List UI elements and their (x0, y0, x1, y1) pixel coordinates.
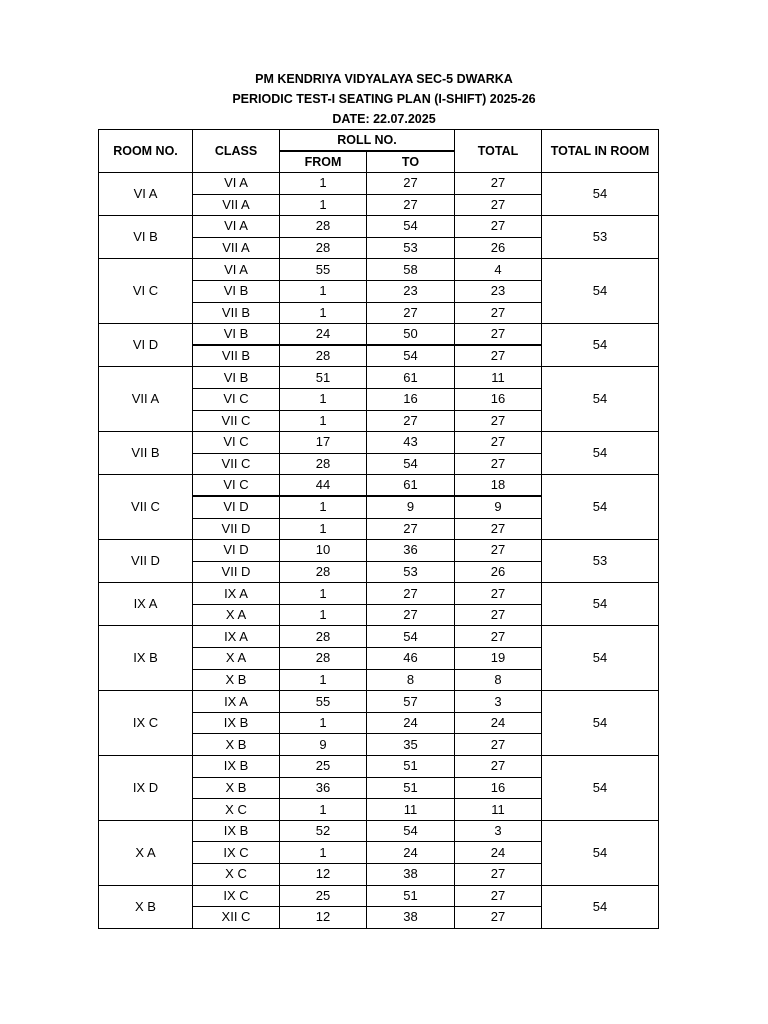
class-total-cell: 19 (455, 648, 542, 670)
room-total-cell: 54 (542, 626, 659, 691)
table-row (99, 432, 659, 454)
roll-to-cell: 27 (367, 173, 455, 195)
class-cell: IX B (193, 820, 280, 842)
header-roll-no: ROLL NO. (280, 130, 455, 152)
roll-to-cell: 27 (367, 604, 455, 626)
class-cell: X A (193, 648, 280, 670)
roll-to-cell: 24 (367, 712, 455, 734)
roll-from-cell: 28 (280, 237, 367, 259)
roll-to-cell: 58 (367, 259, 455, 281)
header-total-in-room: TOTAL IN ROOM (542, 130, 659, 173)
roll-from-cell: 9 (280, 734, 367, 756)
roll-to-cell: 27 (367, 583, 455, 605)
class-total-cell: 27 (455, 583, 542, 605)
roll-to-cell: 50 (367, 324, 455, 346)
room-number-cell: VII A (99, 367, 193, 432)
header-room-no: ROOM NO. (99, 130, 193, 173)
room-number-cell: VI D (99, 324, 193, 367)
header-class: CLASS (193, 130, 280, 173)
seating-plan-table (98, 129, 659, 929)
table-row (99, 475, 659, 497)
roll-from-cell: 28 (280, 453, 367, 475)
class-cell: VII D (193, 518, 280, 540)
roll-from-cell: 1 (280, 604, 367, 626)
roll-from-cell: 10 (280, 540, 367, 562)
class-total-cell: 11 (455, 799, 542, 821)
class-total-cell: 27 (455, 604, 542, 626)
class-cell: VI C (193, 388, 280, 410)
class-cell: IX B (193, 756, 280, 778)
roll-from-cell: 12 (280, 864, 367, 886)
roll-to-cell: 51 (367, 885, 455, 907)
class-total-cell: 27 (455, 540, 542, 562)
class-cell: IX A (193, 583, 280, 605)
roll-to-cell: 27 (367, 302, 455, 324)
plan-date: DATE: 22.07.2025 (332, 112, 436, 126)
room-number-cell: X B (99, 885, 193, 928)
roll-to-cell: 53 (367, 561, 455, 583)
roll-to-cell: 43 (367, 432, 455, 454)
class-total-cell: 27 (455, 907, 542, 929)
class-cell: VI B (193, 280, 280, 302)
class-cell: VII B (193, 345, 280, 367)
roll-from-cell: 44 (280, 475, 367, 497)
roll-from-cell: 1 (280, 388, 367, 410)
header-total: TOTAL (455, 130, 542, 173)
table-row (99, 540, 659, 562)
table-row (99, 324, 659, 346)
roll-to-cell: 36 (367, 540, 455, 562)
class-total-cell: 27 (455, 885, 542, 907)
class-total-cell: 27 (455, 864, 542, 886)
class-total-cell: 16 (455, 388, 542, 410)
class-total-cell: 27 (455, 324, 542, 346)
class-cell: IX B (193, 712, 280, 734)
class-cell: VI A (193, 173, 280, 195)
roll-to-cell: 54 (367, 216, 455, 238)
roll-to-cell: 35 (367, 734, 455, 756)
class-cell: IX C (193, 842, 280, 864)
room-number-cell: IX A (99, 583, 193, 626)
school-name: PM KENDRIYA VIDYALAYA SEC-5 DWARKA (255, 72, 513, 86)
room-total-cell: 53 (542, 540, 659, 583)
roll-to-cell: 61 (367, 475, 455, 497)
class-total-cell: 27 (455, 453, 542, 475)
class-total-cell: 23 (455, 280, 542, 302)
room-total-cell: 54 (542, 756, 659, 821)
class-cell: X B (193, 734, 280, 756)
roll-to-cell: 53 (367, 237, 455, 259)
roll-from-cell: 52 (280, 820, 367, 842)
roll-from-cell: 1 (280, 302, 367, 324)
roll-from-cell: 24 (280, 324, 367, 346)
roll-from-cell: 1 (280, 518, 367, 540)
room-total-cell: 54 (542, 885, 659, 928)
class-cell: VII A (193, 194, 280, 216)
class-total-cell: 4 (455, 259, 542, 281)
roll-to-cell: 23 (367, 280, 455, 302)
roll-to-cell: 16 (367, 388, 455, 410)
class-cell: XII C (193, 907, 280, 929)
roll-to-cell: 54 (367, 453, 455, 475)
table-row (99, 691, 659, 713)
room-total-cell: 54 (542, 259, 659, 324)
room-total-cell: 54 (542, 475, 659, 540)
room-total-cell: 54 (542, 324, 659, 367)
class-total-cell: 27 (455, 194, 542, 216)
class-cell: X B (193, 669, 280, 691)
room-number-cell: VI C (99, 259, 193, 324)
roll-from-cell: 25 (280, 756, 367, 778)
room-number-cell: VII D (99, 540, 193, 583)
class-total-cell: 8 (455, 669, 542, 691)
class-total-cell: 16 (455, 777, 542, 799)
roll-to-cell: 27 (367, 410, 455, 432)
table-row (99, 885, 659, 907)
room-number-cell: VII B (99, 432, 193, 475)
roll-to-cell: 57 (367, 691, 455, 713)
class-cell: VI A (193, 216, 280, 238)
room-total-cell: 54 (542, 583, 659, 626)
table-row (99, 626, 659, 648)
roll-from-cell: 1 (280, 842, 367, 864)
roll-from-cell: 36 (280, 777, 367, 799)
class-total-cell: 27 (455, 518, 542, 540)
roll-to-cell: 27 (367, 518, 455, 540)
room-number-cell: IX C (99, 691, 193, 756)
class-total-cell: 27 (455, 626, 542, 648)
header-from: FROM (280, 151, 367, 173)
roll-from-cell: 25 (280, 885, 367, 907)
roll-to-cell: 38 (367, 864, 455, 886)
roll-from-cell: 17 (280, 432, 367, 454)
table-row (99, 367, 659, 389)
class-cell: X C (193, 864, 280, 886)
roll-from-cell: 28 (280, 648, 367, 670)
class-cell: VI D (193, 540, 280, 562)
table-row (99, 583, 659, 605)
class-cell: IX C (193, 885, 280, 907)
roll-from-cell: 1 (280, 799, 367, 821)
roll-to-cell: 54 (367, 345, 455, 367)
class-total-cell: 27 (455, 216, 542, 238)
roll-from-cell: 1 (280, 410, 367, 432)
roll-to-cell: 9 (367, 496, 455, 518)
table-body (99, 173, 659, 929)
class-cell: VII C (193, 410, 280, 432)
class-total-cell: 27 (455, 173, 542, 195)
room-total-cell: 54 (542, 432, 659, 475)
roll-to-cell: 27 (367, 194, 455, 216)
roll-from-cell: 1 (280, 194, 367, 216)
roll-from-cell: 1 (280, 496, 367, 518)
class-cell: VII A (193, 237, 280, 259)
roll-to-cell: 8 (367, 669, 455, 691)
roll-from-cell: 1 (280, 173, 367, 195)
class-cell: X C (193, 799, 280, 821)
roll-from-cell: 28 (280, 216, 367, 238)
roll-from-cell: 55 (280, 691, 367, 713)
table-row (99, 173, 659, 195)
roll-from-cell: 1 (280, 669, 367, 691)
table-row (99, 259, 659, 281)
room-number-cell: VI A (99, 173, 193, 216)
class-total-cell: 26 (455, 237, 542, 259)
class-cell: VI B (193, 324, 280, 346)
class-total-cell: 27 (455, 432, 542, 454)
room-total-cell: 53 (542, 216, 659, 259)
roll-to-cell: 46 (367, 648, 455, 670)
class-cell: VII D (193, 561, 280, 583)
class-cell: VI C (193, 432, 280, 454)
class-total-cell: 27 (455, 410, 542, 432)
class-total-cell: 27 (455, 734, 542, 756)
roll-to-cell: 54 (367, 820, 455, 842)
roll-from-cell: 12 (280, 907, 367, 929)
roll-to-cell: 11 (367, 799, 455, 821)
class-cell: VII B (193, 302, 280, 324)
table-row (99, 216, 659, 238)
class-total-cell: 24 (455, 712, 542, 734)
roll-from-cell: 51 (280, 367, 367, 389)
class-total-cell: 27 (455, 302, 542, 324)
roll-to-cell: 51 (367, 777, 455, 799)
room-number-cell: IX B (99, 626, 193, 691)
class-total-cell: 27 (455, 756, 542, 778)
class-cell: VI A (193, 259, 280, 281)
table-row (99, 820, 659, 842)
class-total-cell: 24 (455, 842, 542, 864)
room-total-cell: 54 (542, 173, 659, 216)
roll-to-cell: 54 (367, 626, 455, 648)
room-total-cell: 54 (542, 820, 659, 885)
class-cell: VII C (193, 453, 280, 475)
class-total-cell: 3 (455, 691, 542, 713)
class-cell: IX A (193, 691, 280, 713)
class-total-cell: 27 (455, 345, 542, 367)
class-total-cell: 11 (455, 367, 542, 389)
room-number-cell: IX D (99, 756, 193, 821)
roll-to-cell: 38 (367, 907, 455, 929)
class-cell: VI D (193, 496, 280, 518)
room-total-cell: 54 (542, 367, 659, 432)
class-cell: X B (193, 777, 280, 799)
room-number-cell: X A (99, 820, 193, 885)
class-total-cell: 9 (455, 496, 542, 518)
roll-from-cell: 1 (280, 280, 367, 302)
class-cell: VI B (193, 367, 280, 389)
class-cell: IX A (193, 626, 280, 648)
class-total-cell: 26 (455, 561, 542, 583)
room-total-cell: 54 (542, 691, 659, 756)
class-cell: X A (193, 604, 280, 626)
roll-from-cell: 1 (280, 583, 367, 605)
roll-from-cell: 1 (280, 712, 367, 734)
class-total-cell: 3 (455, 820, 542, 842)
roll-to-cell: 61 (367, 367, 455, 389)
room-number-cell: VI B (99, 216, 193, 259)
roll-from-cell: 55 (280, 259, 367, 281)
roll-from-cell: 28 (280, 626, 367, 648)
class-cell: VI C (193, 475, 280, 497)
header-to: TO (367, 151, 455, 173)
room-number-cell: VII C (99, 475, 193, 540)
roll-to-cell: 24 (367, 842, 455, 864)
roll-from-cell: 28 (280, 561, 367, 583)
class-total-cell: 18 (455, 475, 542, 497)
table-row (99, 756, 659, 778)
roll-to-cell: 51 (367, 756, 455, 778)
roll-from-cell: 28 (280, 345, 367, 367)
plan-title: PERIODIC TEST-I SEATING PLAN (I-SHIFT) 2025-26 (232, 92, 536, 106)
